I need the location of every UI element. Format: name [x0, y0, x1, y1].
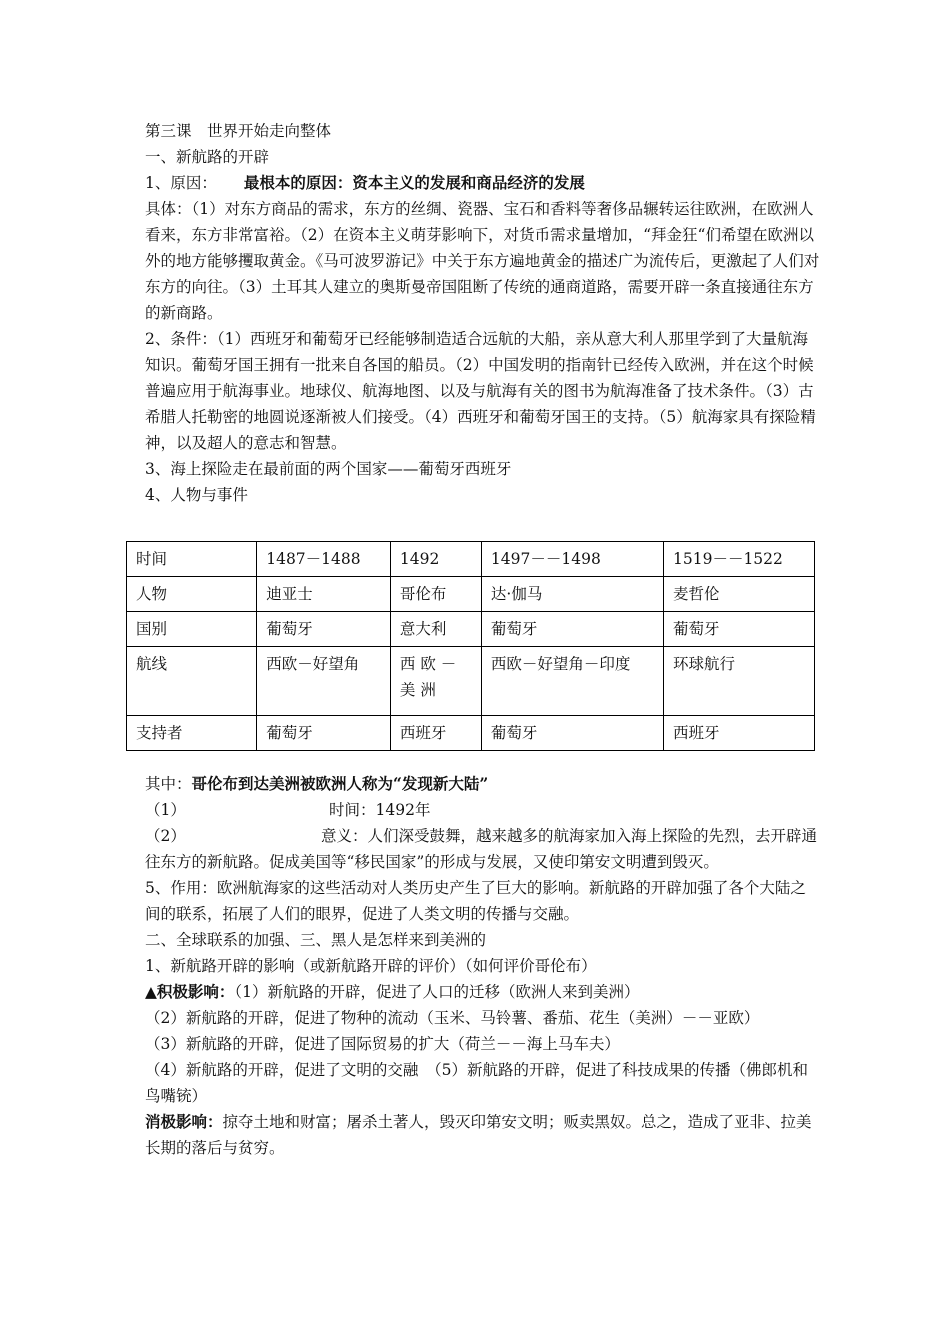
item-1 — [145, 797, 821, 823]
table-cell: 葡萄牙 — [481, 612, 663, 647]
table-row — [127, 612, 815, 647]
item-1-text: 时间：1492年 — [329, 801, 431, 819]
negative-text: 掠夺土地和财富；屠杀土著人，毁灭印第安文明；贩卖黑奴。总之，造成了亚非、拉美长期的落后与贫穷。 — [145, 1113, 812, 1157]
item-2-number: （2） — [145, 827, 186, 845]
positive-line-1 — [145, 979, 821, 1005]
table-cell: 西欧－好望角 — [257, 647, 391, 716]
table-cell: 支持者 — [127, 716, 257, 751]
among-prefix: 其中： — [145, 775, 192, 793]
effect-paragraph: 5、作用：欧洲航海家的这些活动对人类历史产生了巨大的影响。新航路的开辟加强了各个大陆之间的联系，拓展了人们的眼界，促进了人类文明的传播与交融。 — [145, 879, 806, 923]
table-cell: 1497－－1498 — [481, 542, 663, 577]
positive-line-4: （4）新航路的开辟，促进了文明的交融 （5）新航路的开辟，促进了科技成果的传播（佛郎机和鸟嘴铳） — [145, 1061, 808, 1105]
table-cell: 国别 — [127, 612, 257, 647]
positive-label: ▲积极影响： — [145, 982, 235, 1001]
reason-detail: 具体：（1）对东方商品的需求，东方的丝绸、瓷器、宝石和香料等奢侈品辗转运往欧洲，在欧洲人看来，东方非常富裕。（2）在资本主义萌芽影响下，对货币需求量增加，“拜金狂“们希望在欧洲以外的地方能够攫取黄金。《马可波罗游记》中关于东方遍地黄金的描述广为流传后，更激起了人们对东方的向往。（3）土耳其人建立的奥斯曼帝国阻断了传统的通商道路，需要开辟一条直接通往东方的新商路。 — [145, 200, 820, 322]
item-2-text: 意义：人们深受鼓舞，越来越多的航海家加入海上探险的先烈，去开辟通往东方的新航路。促成美国等“移民国家”的形成与发展，又使印第安文明遭到毁灭。 — [145, 827, 818, 871]
table-cell: 1487－1488 — [257, 542, 391, 577]
table-cell: 环球航行 — [664, 647, 815, 716]
item-2 — [145, 823, 821, 875]
document-body-continued — [145, 771, 821, 1161]
document-body — [145, 118, 821, 508]
lesson-title: 第三课 世界开始走向整体 — [145, 122, 332, 140]
reason-line — [145, 170, 821, 196]
countries-line: 3、海上探险走在最前面的两个国家——葡萄牙西班牙 — [145, 460, 512, 478]
among-line — [145, 771, 821, 797]
positive-line-3: （3）新航路的开辟，促进了国际贸易的扩大（荷兰－－海上马车夫） — [145, 1035, 620, 1053]
table-row — [127, 716, 815, 751]
table-cell: 航线 — [127, 647, 257, 716]
conditions-paragraph: 2、条件：（1）西班牙和葡萄牙已经能够制造适合远航的大船，亲从意大利人那里学到了大量航海知识。葡萄牙国王拥有一批来自各国的船员。（2）中国发明的指南针已经传入欧洲，并在这个时候普遍应用于航海事业。地球仪、航海地图、以及与航海有关的图书为航海准备了技术条件。（3）古希腊人托勒密的地圆说逐渐被人们接受。（4）西班牙和葡萄牙国王的支持。（5）航海家具有探险精神，以及超人的意志和智慧。 — [145, 330, 816, 452]
table-cell: 西欧－好望角－印度 — [481, 647, 663, 716]
table-cell: 葡萄牙 — [481, 716, 663, 751]
positive-line-2: （2）新航路的开辟，促进了物种的流动（玉米、马铃薯、番茄、花生（美洲）－－亚欧） — [145, 1009, 760, 1027]
table-cell: 哥伦布 — [390, 577, 481, 612]
reason-bold: 最根本的原因：资本主义的发展和商品经济的发展 — [243, 173, 585, 192]
among-bold: 哥伦布到达美洲被欧洲人称为“发现新大陆” — [191, 774, 489, 793]
table-cell: 葡萄牙 — [257, 612, 391, 647]
table-cell: 1492 — [390, 542, 481, 577]
table-cell: 西班牙 — [390, 716, 481, 751]
item-1-number: （1） — [145, 801, 186, 819]
reason-label: 1、原因： — [145, 174, 217, 192]
table-row — [127, 647, 815, 716]
table-row — [127, 577, 815, 612]
negative-line — [145, 1109, 821, 1161]
table-cell: 意大利 — [390, 612, 481, 647]
influence-title: 1、新航路开辟的影响（或新航路开辟的评价）（如何评价哥伦布） — [145, 957, 597, 975]
section-heading-1: 一、新航路的开辟 — [145, 148, 270, 166]
table-cell: 西班牙 — [664, 716, 815, 751]
table-row — [127, 542, 815, 577]
people-events-heading: 4、人物与事件 — [145, 486, 248, 504]
table-cell: 迪亚士 — [257, 577, 391, 612]
section-heading-2: 二、全球联系的加强、三、黑人是怎样来到美洲的 — [145, 931, 487, 949]
table-cell: 时间 — [127, 542, 257, 577]
people-events-table — [126, 541, 815, 751]
table-cell: 达·伽马 — [481, 577, 663, 612]
negative-label: 消极影响： — [145, 1112, 223, 1131]
table-cell: 人物 — [127, 577, 257, 612]
table-cell: 麦哲伦 — [664, 577, 815, 612]
table-cell: 葡萄牙 — [664, 612, 815, 647]
table-cell: 葡萄牙 — [257, 716, 391, 751]
table-cell: 1519－－1522 — [664, 542, 815, 577]
positive-1-text: （1）新航路的开辟，促进了人口的迁移（欧洲人来到美洲） — [234, 983, 640, 1001]
table-cell: 西 欧 － 美 洲 — [390, 647, 481, 716]
